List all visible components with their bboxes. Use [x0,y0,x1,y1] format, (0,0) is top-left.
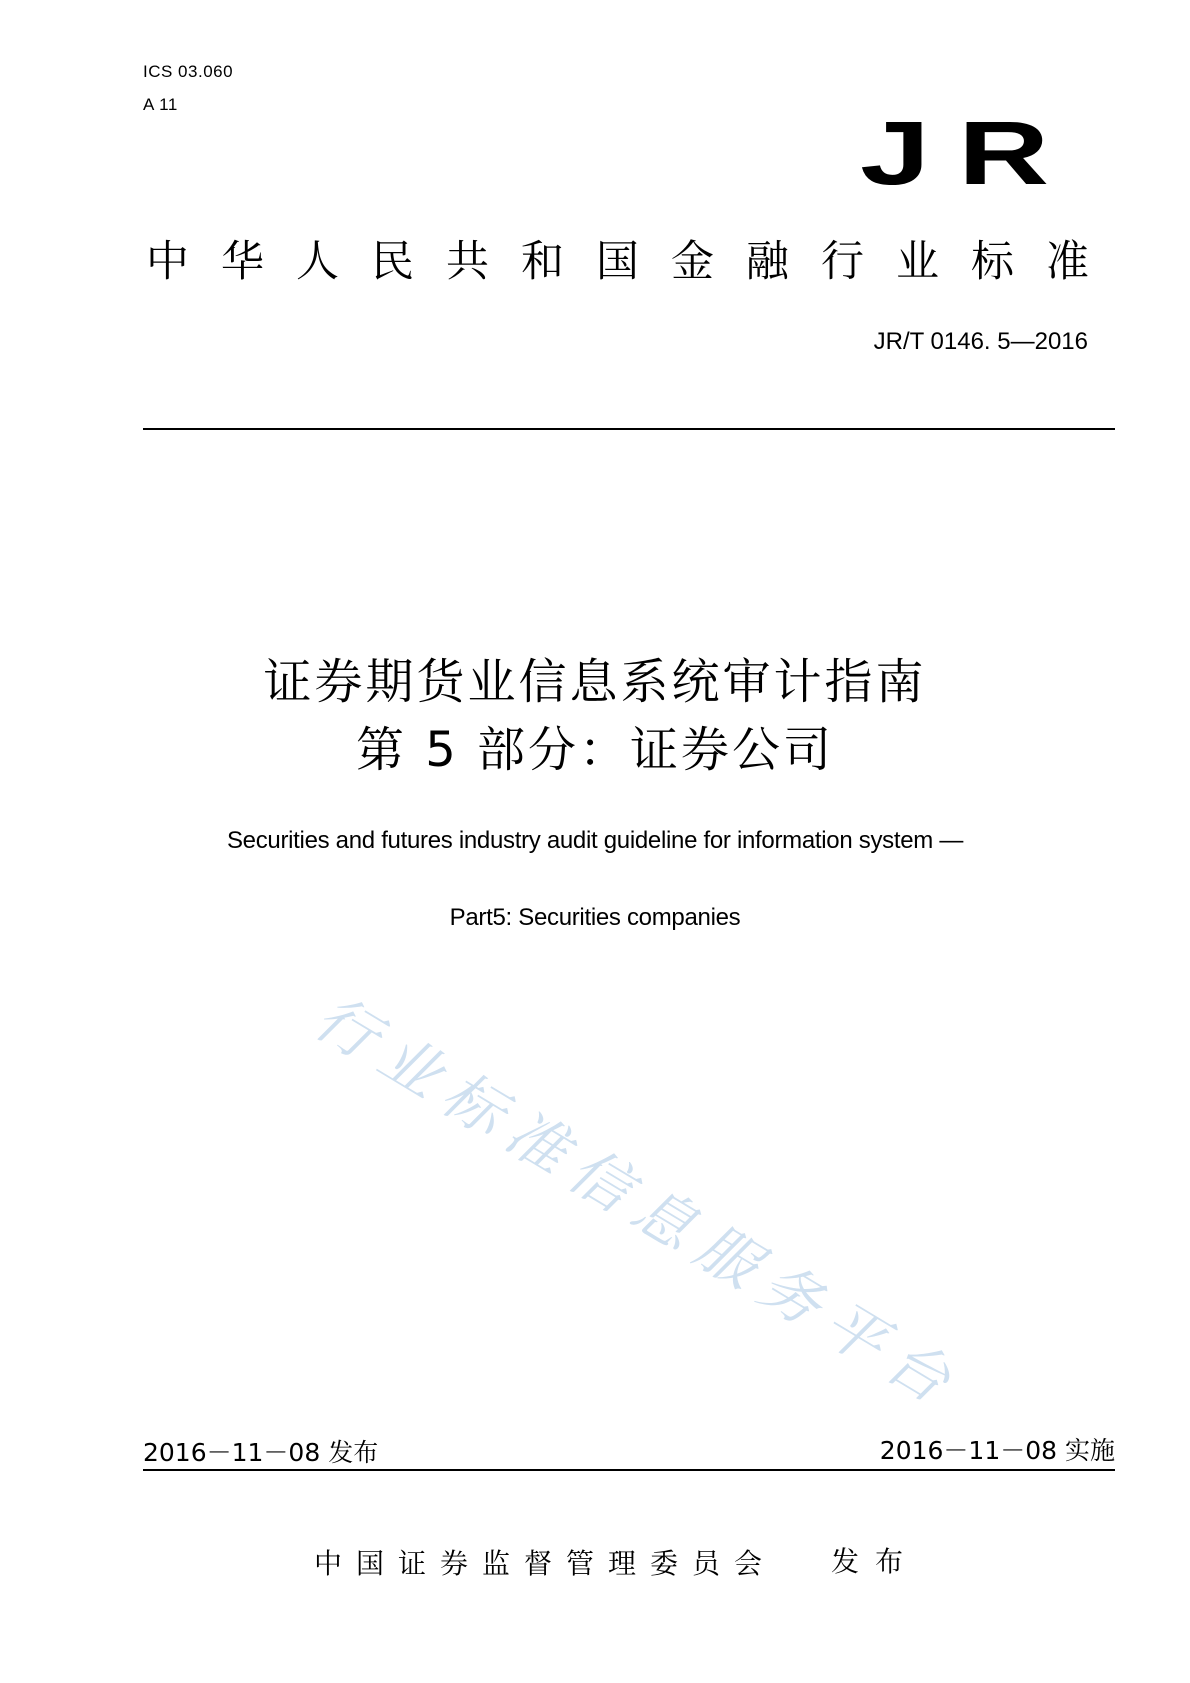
implement-date: 2016－11－08 实施 [879,1436,1115,1465]
issuer-name: 中国证券监督管理委员会 [314,1547,777,1580]
title-en-line2: Part5: Securities companies [449,904,741,931]
ccs-code: A 11 [143,95,178,114]
issuer-action: 发布 [831,1545,920,1578]
bottom-divider [143,1469,1115,1471]
standard-category: 中华人民共和国金融行业标准 [146,237,1121,287]
standard-number: JR/T 0146. 5—2016 [873,328,1088,355]
top-divider [143,428,1115,430]
title-zh-line2: 第 5 部分：证券公司 [355,722,835,778]
publish-date: 2016－11－08 发布 [143,1438,379,1467]
jr-logo: JR [860,104,1078,204]
watermark: 行业标准信息服务平台 [302,982,974,1424]
title-en-line1: Securities and futures industry audit guideline for information system — [226,827,964,854]
ics-code: ICS 03.060 [143,62,234,81]
title-zh-line1: 证券期货业信息系统审计指南 [263,654,927,710]
